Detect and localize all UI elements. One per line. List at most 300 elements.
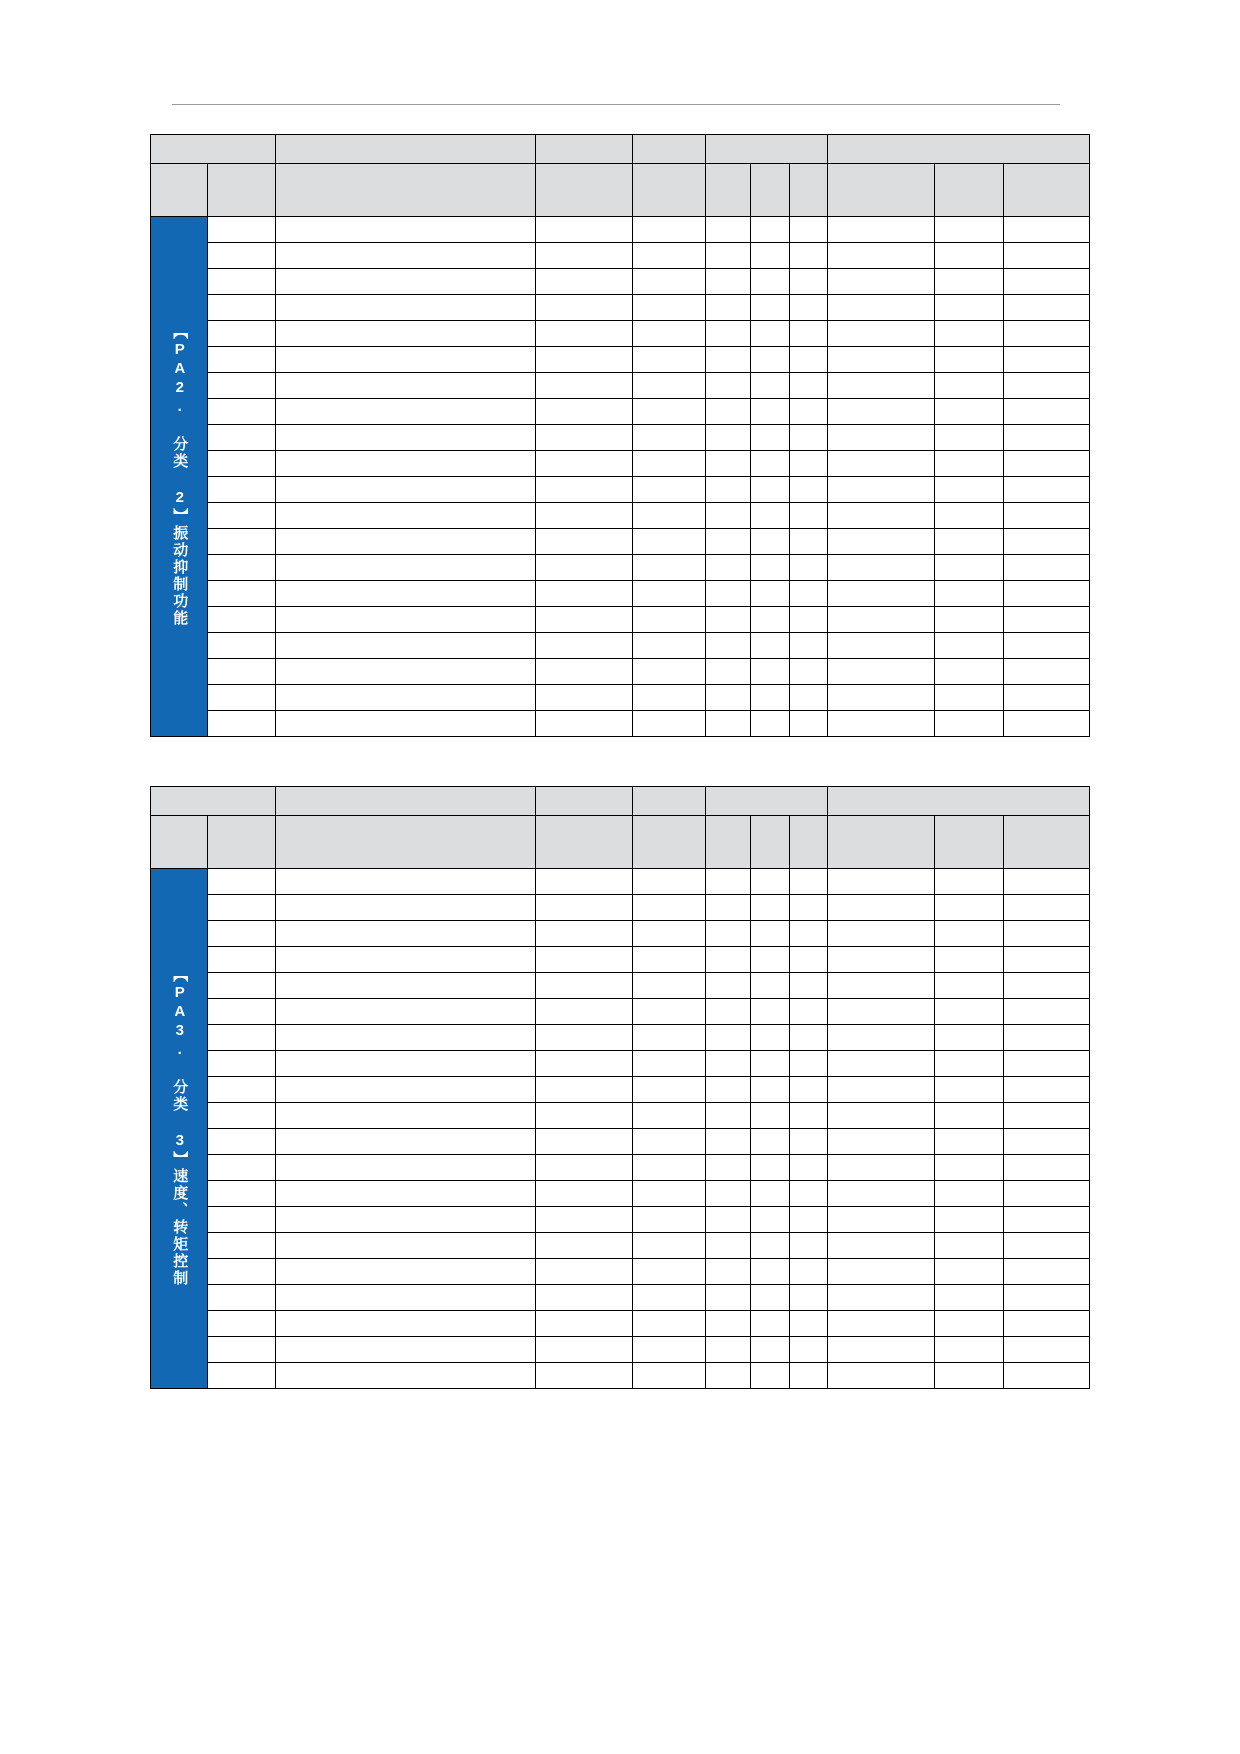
cell-mode-s <box>750 1181 789 1207</box>
cell-ref <box>1004 1285 1090 1311</box>
category-label-pa2 <box>151 217 208 737</box>
cell-mode-s <box>750 1103 789 1129</box>
cell-name <box>276 1233 536 1259</box>
cell-enable <box>935 895 1004 921</box>
cell-mode-p <box>706 1155 751 1181</box>
cell-ref <box>1004 633 1090 659</box>
cell-sub-no <box>208 999 276 1025</box>
table-row <box>151 659 1090 685</box>
table-row <box>151 947 1090 973</box>
cell-default <box>827 633 934 659</box>
cell-mode-p <box>706 1311 751 1337</box>
cell-name <box>276 529 536 555</box>
cell-ref <box>1004 373 1090 399</box>
cell-name <box>276 1259 536 1285</box>
header-group-range <box>536 787 633 816</box>
table-row <box>151 1025 1090 1051</box>
cell-mode-s <box>750 1155 789 1181</box>
cell-sub-no <box>208 217 276 243</box>
header-group-name <box>276 135 536 164</box>
cell-default <box>827 555 934 581</box>
cell-sub-no <box>208 685 276 711</box>
cell-unit <box>632 243 705 269</box>
header-cell-name <box>276 164 536 217</box>
header-cell-mode-p <box>706 164 751 217</box>
cell-range <box>536 269 633 295</box>
cell-range <box>536 1207 633 1233</box>
cell-enable <box>935 1285 1004 1311</box>
cell-unit <box>632 555 705 581</box>
cell-sub-no <box>208 895 276 921</box>
cell-sub-no <box>208 425 276 451</box>
cell-unit <box>632 607 705 633</box>
cell-default <box>827 1103 934 1129</box>
cell-mode-p <box>706 1181 751 1207</box>
cell-mode-s <box>750 947 789 973</box>
cell-name <box>276 399 536 425</box>
cell-mode-t <box>790 451 827 477</box>
cell-default <box>827 973 934 999</box>
cell-ref <box>1004 711 1090 737</box>
cell-range <box>536 1025 633 1051</box>
cell-enable <box>935 1051 1004 1077</box>
cell-mode-t <box>790 399 827 425</box>
cell-mode-p <box>706 633 751 659</box>
cell-mode-p <box>706 711 751 737</box>
cell-mode-t <box>790 347 827 373</box>
cell-enable <box>935 607 1004 633</box>
cell-default <box>827 1311 934 1337</box>
cell-mode-p <box>706 1077 751 1103</box>
table-row <box>151 1363 1090 1389</box>
cell-enable <box>935 529 1004 555</box>
cell-default <box>827 217 934 243</box>
cell-name <box>276 999 536 1025</box>
cell-default <box>827 477 934 503</box>
cell-name <box>276 1077 536 1103</box>
cell-default <box>827 1285 934 1311</box>
cell-mode-t <box>790 425 827 451</box>
cell-mode-s <box>750 321 789 347</box>
cell-mode-s <box>750 633 789 659</box>
cell-sub-no <box>208 347 276 373</box>
cell-ref <box>1004 1311 1090 1337</box>
cell-mode-p <box>706 373 751 399</box>
cell-sub-no <box>208 1337 276 1363</box>
cell-mode-t <box>790 1233 827 1259</box>
cell-ref <box>1004 1051 1090 1077</box>
cell-enable <box>935 477 1004 503</box>
cell-ref <box>1004 1129 1090 1155</box>
table-row <box>151 685 1090 711</box>
header-group-name <box>276 787 536 816</box>
cell-range <box>536 1337 633 1363</box>
cell-sub-no <box>208 555 276 581</box>
cell-enable <box>935 711 1004 737</box>
header-cell-range <box>536 164 633 217</box>
cell-default <box>827 895 934 921</box>
cell-enable <box>935 1077 1004 1103</box>
cell-unit <box>632 633 705 659</box>
cell-name <box>276 633 536 659</box>
cell-name <box>276 1363 536 1389</box>
table-row <box>151 633 1090 659</box>
cell-ref <box>1004 347 1090 373</box>
cell-enable <box>935 1259 1004 1285</box>
cell-range <box>536 217 633 243</box>
cell-enable <box>935 1103 1004 1129</box>
cell-name <box>276 1337 536 1363</box>
table-row <box>151 217 1090 243</box>
cell-default <box>827 425 934 451</box>
cell-mode-p <box>706 503 751 529</box>
header-group-mode <box>706 787 828 816</box>
cell-ref <box>1004 1259 1090 1285</box>
cell-unit <box>632 1155 705 1181</box>
cell-unit <box>632 451 705 477</box>
cell-range <box>536 321 633 347</box>
cell-sub-no <box>208 1285 276 1311</box>
cell-mode-s <box>750 999 789 1025</box>
cell-enable <box>935 451 1004 477</box>
table-header-row-2 <box>151 816 1090 869</box>
cell-ref <box>1004 895 1090 921</box>
cell-unit <box>632 373 705 399</box>
cell-enable <box>935 295 1004 321</box>
cell-range <box>536 1181 633 1207</box>
cell-unit <box>632 1311 705 1337</box>
cell-mode-t <box>790 1337 827 1363</box>
cell-mode-s <box>750 895 789 921</box>
cell-mode-s <box>750 973 789 999</box>
cell-default <box>827 529 934 555</box>
cell-name <box>276 1051 536 1077</box>
header-group-attr <box>827 135 1089 164</box>
header-rule <box>172 104 1060 105</box>
cell-mode-t <box>790 659 827 685</box>
cell-sub-no <box>208 1311 276 1337</box>
cell-mode-t <box>790 373 827 399</box>
cell-enable <box>935 1311 1004 1337</box>
cell-mode-p <box>706 1259 751 1285</box>
cell-unit <box>632 477 705 503</box>
cell-mode-p <box>706 1051 751 1077</box>
cell-range <box>536 921 633 947</box>
cell-mode-t <box>790 295 827 321</box>
table-row <box>151 1285 1090 1311</box>
cell-mode-s <box>750 1285 789 1311</box>
cell-range <box>536 503 633 529</box>
cell-mode-s <box>750 555 789 581</box>
header-cell-enable <box>935 816 1004 869</box>
table-row <box>151 607 1090 633</box>
cell-mode-s <box>750 685 789 711</box>
cell-range <box>536 1077 633 1103</box>
cell-ref <box>1004 947 1090 973</box>
cell-mode-s <box>750 1233 789 1259</box>
cell-mode-s <box>750 1077 789 1103</box>
cell-mode-t <box>790 921 827 947</box>
category-label-text: 【PA3. 分类 3】速度、转矩控制 <box>171 967 189 1287</box>
cell-name <box>276 269 536 295</box>
cell-name <box>276 869 536 895</box>
cell-default <box>827 947 934 973</box>
table-header-row-1 <box>151 135 1090 164</box>
cell-unit <box>632 503 705 529</box>
cell-enable <box>935 921 1004 947</box>
table-row <box>151 1051 1090 1077</box>
cell-range <box>536 451 633 477</box>
header-cell-mode-t <box>790 164 827 217</box>
cell-range <box>536 999 633 1025</box>
cell-enable <box>935 633 1004 659</box>
cell-enable <box>935 659 1004 685</box>
cell-mode-p <box>706 921 751 947</box>
cell-mode-s <box>750 1259 789 1285</box>
cell-mode-p <box>706 529 751 555</box>
cell-name <box>276 373 536 399</box>
cell-name <box>276 243 536 269</box>
cell-default <box>827 269 934 295</box>
header-cell-mode-p <box>706 816 751 869</box>
header-cell-mode-s <box>750 816 789 869</box>
cell-name <box>276 555 536 581</box>
cell-enable <box>935 1025 1004 1051</box>
cell-default <box>827 1051 934 1077</box>
table-row <box>151 1337 1090 1363</box>
cell-unit <box>632 921 705 947</box>
cell-ref <box>1004 1155 1090 1181</box>
cell-default <box>827 347 934 373</box>
cell-ref <box>1004 321 1090 347</box>
header-group-mode <box>706 135 828 164</box>
cell-enable <box>935 1233 1004 1259</box>
header-cell-sub-no <box>208 816 276 869</box>
cell-mode-t <box>790 1259 827 1285</box>
cell-ref <box>1004 1077 1090 1103</box>
cell-default <box>827 1129 934 1155</box>
cell-default <box>827 869 934 895</box>
cell-enable <box>935 555 1004 581</box>
cell-mode-p <box>706 217 751 243</box>
table-row <box>151 529 1090 555</box>
cell-enable <box>935 1337 1004 1363</box>
table-row <box>151 973 1090 999</box>
parameter-table-pa3 <box>150 786 1090 1389</box>
cell-default <box>827 1155 934 1181</box>
cell-mode-t <box>790 685 827 711</box>
cell-name <box>276 685 536 711</box>
cell-sub-no <box>208 1207 276 1233</box>
cell-mode-s <box>750 607 789 633</box>
cell-name <box>276 1181 536 1207</box>
cell-mode-p <box>706 659 751 685</box>
table-row <box>151 321 1090 347</box>
cell-range <box>536 1051 633 1077</box>
cell-default <box>827 1337 934 1363</box>
cell-default <box>827 1077 934 1103</box>
cell-range <box>536 947 633 973</box>
cell-enable <box>935 999 1004 1025</box>
cell-enable <box>935 1181 1004 1207</box>
header-group-attr <box>827 787 1089 816</box>
cell-mode-p <box>706 1233 751 1259</box>
cell-mode-s <box>750 659 789 685</box>
cell-default <box>827 451 934 477</box>
cell-sub-no <box>208 581 276 607</box>
cell-mode-t <box>790 1363 827 1389</box>
cell-mode-p <box>706 1207 751 1233</box>
cell-range <box>536 581 633 607</box>
cell-default <box>827 373 934 399</box>
table-row <box>151 711 1090 737</box>
cell-mode-t <box>790 1129 827 1155</box>
cell-enable <box>935 581 1004 607</box>
cell-sub-no <box>208 973 276 999</box>
cell-name <box>276 477 536 503</box>
cell-mode-s <box>750 399 789 425</box>
cell-mode-t <box>790 555 827 581</box>
cell-default <box>827 1363 934 1389</box>
cell-unit <box>632 999 705 1025</box>
category-label-text: 【PA2. 分类 2】振动抑制功能 <box>171 323 189 627</box>
cell-unit <box>632 947 705 973</box>
cell-sub-no <box>208 1181 276 1207</box>
cell-unit <box>632 1181 705 1207</box>
cell-range <box>536 973 633 999</box>
cell-range <box>536 1233 633 1259</box>
cell-name <box>276 1311 536 1337</box>
cell-enable <box>935 685 1004 711</box>
cell-mode-t <box>790 1311 827 1337</box>
cell-mode-t <box>790 973 827 999</box>
header-cell-mode-t <box>790 816 827 869</box>
cell-mode-t <box>790 321 827 347</box>
cell-name <box>276 711 536 737</box>
cell-sub-no <box>208 399 276 425</box>
cell-range <box>536 399 633 425</box>
cell-unit <box>632 1233 705 1259</box>
table-row <box>151 1155 1090 1181</box>
cell-sub-no <box>208 451 276 477</box>
cell-name <box>276 295 536 321</box>
cell-unit <box>632 973 705 999</box>
cell-ref <box>1004 685 1090 711</box>
cell-default <box>827 1233 934 1259</box>
cell-unit <box>632 1025 705 1051</box>
cell-unit <box>632 217 705 243</box>
cell-name <box>276 217 536 243</box>
cell-enable <box>935 1207 1004 1233</box>
cell-mode-p <box>706 947 751 973</box>
cell-default <box>827 659 934 685</box>
cell-enable <box>935 425 1004 451</box>
cell-unit <box>632 1077 705 1103</box>
cell-mode-t <box>790 243 827 269</box>
cell-enable <box>935 1129 1004 1155</box>
cell-mode-s <box>750 503 789 529</box>
cell-mode-p <box>706 895 751 921</box>
cell-default <box>827 685 934 711</box>
cell-mode-s <box>750 477 789 503</box>
cell-mode-p <box>706 425 751 451</box>
cell-mode-t <box>790 947 827 973</box>
cell-mode-t <box>790 503 827 529</box>
table-row <box>151 921 1090 947</box>
cell-mode-p <box>706 973 751 999</box>
cell-unit <box>632 425 705 451</box>
cell-unit <box>632 659 705 685</box>
cell-mode-p <box>706 999 751 1025</box>
cell-range <box>536 1311 633 1337</box>
cell-ref <box>1004 1025 1090 1051</box>
cell-ref <box>1004 555 1090 581</box>
cell-sub-no <box>208 1363 276 1389</box>
header-cell-name <box>276 816 536 869</box>
cell-mode-s <box>750 1363 789 1389</box>
cell-mode-s <box>750 243 789 269</box>
cell-mode-p <box>706 347 751 373</box>
header-cell-unit <box>632 816 705 869</box>
cell-mode-p <box>706 1337 751 1363</box>
header-group-no <box>151 135 276 164</box>
cell-name <box>276 1155 536 1181</box>
cell-sub-no <box>208 1051 276 1077</box>
cell-default <box>827 243 934 269</box>
cell-enable <box>935 269 1004 295</box>
cell-unit <box>632 1129 705 1155</box>
cell-mode-t <box>790 1077 827 1103</box>
cell-mode-p <box>706 1363 751 1389</box>
cell-ref <box>1004 1103 1090 1129</box>
cell-sub-no <box>208 477 276 503</box>
cell-name <box>276 1207 536 1233</box>
header-cell-default <box>827 164 934 217</box>
cell-ref <box>1004 607 1090 633</box>
cell-range <box>536 659 633 685</box>
cell-mode-t <box>790 269 827 295</box>
table-row <box>151 295 1090 321</box>
cell-mode-p <box>706 451 751 477</box>
cell-ref <box>1004 529 1090 555</box>
cell-mode-t <box>790 869 827 895</box>
cell-mode-s <box>750 1025 789 1051</box>
cell-ref <box>1004 1207 1090 1233</box>
cell-unit <box>632 1363 705 1389</box>
table-row <box>151 1207 1090 1233</box>
cell-range <box>536 1285 633 1311</box>
cell-sub-no <box>208 1103 276 1129</box>
cell-default <box>827 295 934 321</box>
table-row <box>151 1103 1090 1129</box>
header-cell-ref <box>1004 164 1090 217</box>
table-row <box>151 425 1090 451</box>
cell-mode-t <box>790 633 827 659</box>
cell-default <box>827 999 934 1025</box>
cell-mode-p <box>706 607 751 633</box>
cell-mode-s <box>750 347 789 373</box>
cell-ref <box>1004 1181 1090 1207</box>
table-row <box>151 1259 1090 1285</box>
header-cell-no <box>151 164 208 217</box>
header-cell-no <box>151 816 208 869</box>
cell-enable <box>935 1363 1004 1389</box>
cell-enable <box>935 503 1004 529</box>
cell-name <box>276 1129 536 1155</box>
table-row <box>151 1077 1090 1103</box>
header-cell-enable <box>935 164 1004 217</box>
cell-ref <box>1004 217 1090 243</box>
